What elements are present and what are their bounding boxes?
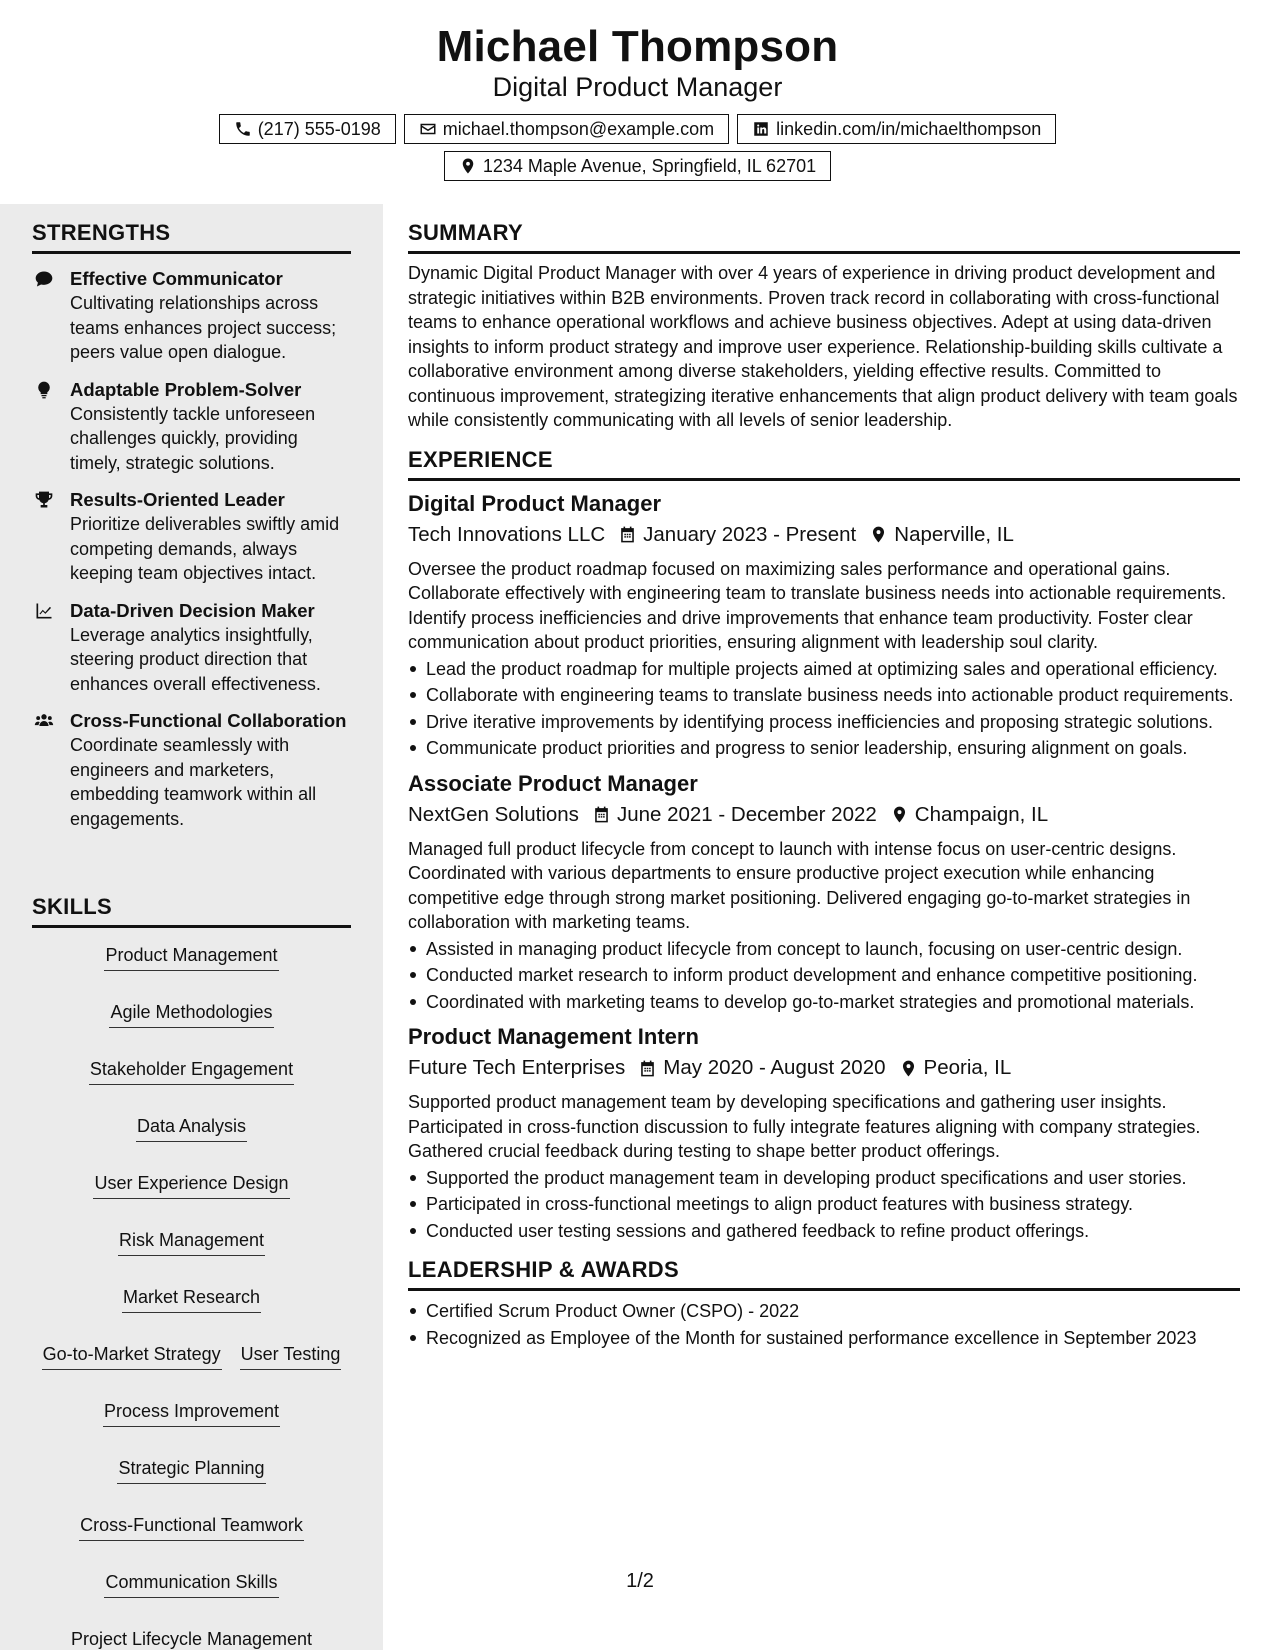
leadership-list [408, 1299, 1240, 1350]
skill-tag: Cross-Functional Teamwork [79, 1512, 304, 1541]
job-description: Managed full product lifecycle from concept to launch with intense focus on user-centric designs. Coordinated with various departments to ensure productive project execution while enhancing competitive edge through strong market positioning. Delivered engaging go-to-market strategies in collaboration with marketing teams. [408, 838, 1191, 932]
job-company: NextGen Solutions [408, 802, 579, 826]
job-entry [408, 769, 1240, 1015]
linkedin-text: linkedin.com/in/michaelthompson [776, 118, 1042, 139]
skill-tag: Stakeholder Engagement [89, 1056, 294, 1085]
job-location: Naperville, IL [894, 522, 1014, 546]
job-entry [408, 1022, 1240, 1243]
job-company: Future Tech Enterprises [408, 1056, 626, 1079]
bullet-item: Lead the product roadmap for multiple projects aimed at optimizing sales and operational efficiency. [408, 657, 1240, 682]
leadership-section [408, 1257, 1240, 1350]
job-location: Champaign, IL [914, 802, 1049, 826]
strength-item [32, 267, 351, 365]
skills-section [32, 894, 351, 1650]
calendar-icon [638, 1059, 657, 1078]
linkedin-chip[interactable] [737, 114, 1056, 144]
job-bullets [408, 1166, 1240, 1244]
skill-tag: Go-to-Market Strategy [42, 1341, 222, 1370]
contact-row [0, 114, 1275, 144]
phone-chip [219, 114, 396, 144]
strength-item [32, 599, 351, 697]
job-location: Peoria, IL [923, 1056, 1012, 1079]
job-title: Product Management Intern [408, 1024, 699, 1049]
job-description: Supported product management team by developing specifications and gathering user insights. Participated in cross-function discussion to fully integrate features aligning with company strategies. Gathered crucial feedback during testing to shape better product offerings. [408, 1092, 1201, 1161]
bullet-item: Communicate product priorities and progress to senior leadership, ensuring alignment on goals. [408, 736, 1240, 761]
strengths-list [32, 254, 351, 831]
job-meta [408, 800, 1240, 830]
phone-text: (217) 555-0198 [257, 118, 381, 139]
comment-icon [34, 269, 54, 289]
job-title: Associate Product Manager [408, 770, 698, 796]
skill-tag: Strategic Planning [117, 1455, 265, 1484]
experience-title: EXPERIENCE [408, 447, 1240, 481]
job-company: Tech Innovations LLC [408, 522, 606, 546]
strength-description: Consistently tackle unforeseen challenges quickly, providing timely, strategic solutions. [70, 403, 316, 473]
map-pin-icon [890, 805, 909, 824]
strength-description: Coordinate seamlessly with engineers and marketers, embedding teamwork within all engagements. [70, 735, 317, 829]
skill-tag: Project Lifecycle Management [70, 1626, 313, 1650]
skill-tag: Process Improvement [103, 1398, 280, 1427]
summary-section [408, 204, 1240, 433]
email-chip[interactable] [404, 114, 729, 144]
address-row [0, 151, 1275, 181]
skill-tag: Risk Management [118, 1227, 265, 1256]
lightbulb-icon [34, 380, 54, 400]
job-title: Digital Product Manager [408, 490, 662, 516]
skill-tag: Agile Methodologies [109, 999, 273, 1028]
skill-tag: User Testing [240, 1341, 342, 1370]
strength-item [32, 488, 351, 586]
strength-item [32, 709, 351, 831]
linkedin-icon [752, 120, 770, 138]
award-item: Certified Scrum Product Owner (CSPO) - 2022 [408, 1299, 1240, 1324]
sidebar [0, 204, 383, 1650]
skills-list [32, 928, 351, 1650]
skill-tag: User Experience Design [93, 1170, 289, 1199]
users-icon [34, 711, 54, 731]
map-pin-icon [459, 157, 477, 175]
strength-description: Cultivating relationships across teams enhances project success; peers value open dialogue. [70, 293, 337, 362]
bullet-item: Conducted user testing sessions and gathered feedback to refine product offerings. [408, 1219, 1240, 1244]
bullet-item: Conducted market research to inform product development and enhance competitive positioning. [408, 963, 1240, 988]
job-description: Oversee the product roadmap focused on maximizing sales performance and operational gains. Collaborate effectively with engineering team to translate business needs into actionable requirements. Identify process inefficiencies and drive improvements that enhance team productivity. Foster clear communication about product priorities, ensuring alignment with leadership soul clarity. [408, 558, 1227, 652]
resume-header [0, 0, 1275, 204]
strength-title: Data-Driven Decision Maker [70, 599, 315, 621]
strength-title: Adaptable Problem-Solver [70, 378, 302, 400]
strengths-section [32, 220, 351, 831]
strength-description: Leverage analytics insightfully, steering product direction that enhances overall effectiveness. [70, 624, 321, 694]
main-column [408, 204, 1240, 1352]
calendar-icon [592, 805, 611, 824]
bullet-item: Coordinated with marketing teams to develop go-to-market strategies and promotional materials. [408, 990, 1240, 1015]
address-chip [444, 151, 831, 181]
calendar-icon [618, 525, 637, 544]
job-dates: January 2023 - Present [643, 522, 857, 546]
job-bullets [408, 937, 1240, 1015]
skill-tag: Market Research [122, 1284, 261, 1313]
phone-icon [234, 120, 252, 138]
map-pin-icon [899, 1059, 918, 1078]
strength-title: Results-Oriented Leader [70, 489, 285, 510]
bullet-item: Drive iterative improvements by identifying process inefficiencies and proposing strategic solutions. [408, 710, 1240, 735]
strengths-title: STRENGTHS [32, 220, 351, 254]
trophy-icon [34, 490, 54, 510]
bullet-item: Collaborate with engineering teams to translate business needs into actionable product requirements. [408, 683, 1240, 708]
strength-title: Cross-Functional Collaboration [70, 710, 347, 731]
strength-title: Effective Communicator [70, 268, 283, 289]
candidate-name: Michael Thompson [436, 22, 839, 71]
job-entry [408, 489, 1240, 761]
bullet-item: Participated in cross-functional meetings to align product features with business strategy. [408, 1192, 1240, 1217]
page-number: 1/2 [626, 1570, 654, 1592]
skills-title: SKILLS [32, 894, 351, 928]
job-dates: June 2021 - December 2022 [616, 802, 877, 826]
job-bullets [408, 657, 1240, 761]
strength-description: Prioritize deliverables swiftly amid competing demands, always keeping team objectives intact. [70, 514, 340, 583]
envelope-icon [419, 120, 437, 138]
bullet-item: Assisted in managing product lifecycle from concept to launch, focusing on user-centric design. [408, 937, 1240, 962]
job-meta [408, 520, 1240, 550]
bullet-item: Supported the product management team in developing product specifications and user stories. [408, 1166, 1240, 1191]
skill-tag: Data Analysis [136, 1113, 247, 1142]
chart-line-icon [34, 601, 54, 621]
summary-title: SUMMARY [408, 220, 1240, 254]
summary-text: Dynamic Digital Product Manager with over 4 years of experience in driving product development and strategic initiatives within B2B environments. Proven track record in collaborating with cross-functional teams to enhance operational workflows and achieve business objectives. Adept at using data-driven insights to inform product strategy and improve user experience. Relationship-building skills cultivate a collaborative environment among diverse stakeholders, yielding effective results. Committed to continuous improvement, strategizing iterative enhancements that align product delivery with team goals while consistently communicating with all levels of senior leadership. [408, 263, 1238, 430]
skill-tag: Product Management [104, 942, 278, 971]
experience-section [408, 447, 1240, 1244]
address-text: 1234 Maple Avenue, Springfield, IL 62701 [482, 155, 817, 176]
leadership-title: LEADERSHIP & AWARDS [408, 1257, 1240, 1291]
email-text: michael.thompson@example.com [442, 118, 715, 139]
strength-item [32, 378, 351, 476]
skill-tag: Communication Skills [104, 1569, 278, 1598]
job-meta [408, 1053, 1240, 1083]
candidate-role: Digital Product Manager [492, 72, 783, 102]
job-dates: May 2020 - August 2020 [663, 1056, 886, 1079]
award-item: Recognized as Employee of the Month for sustained performance excellence in September 2023 [408, 1326, 1240, 1351]
map-pin-icon [869, 525, 888, 544]
